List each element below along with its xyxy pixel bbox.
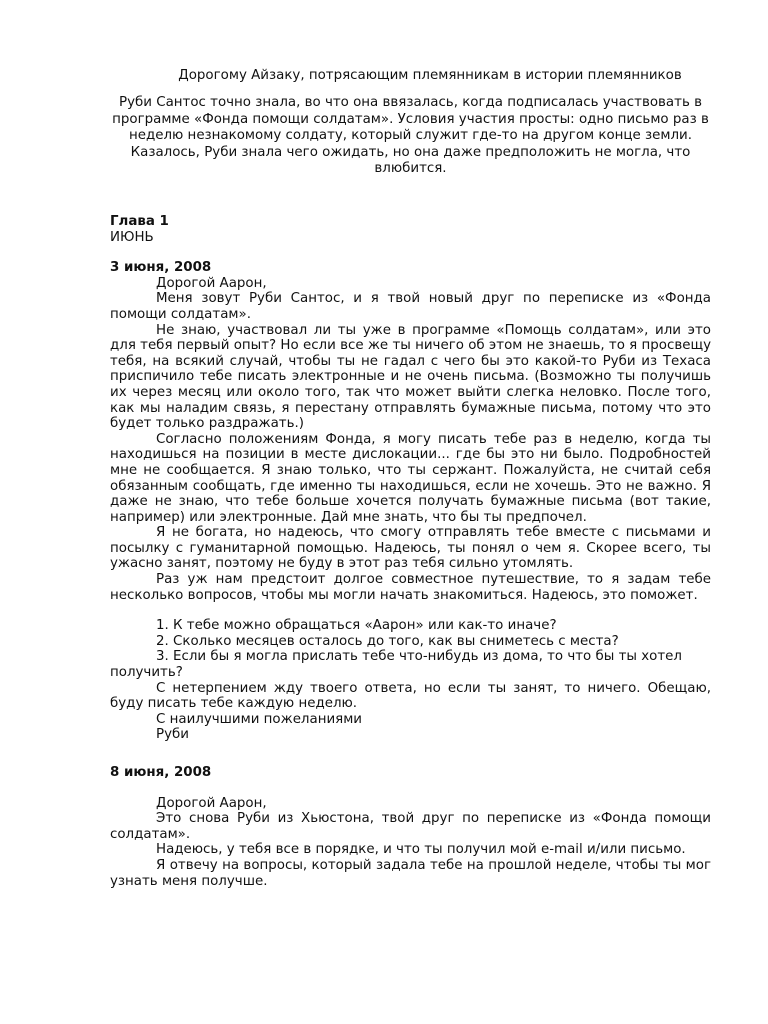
letter-paragraph: Согласно положениям Фонда, я могу писать тебе раз в неделю, когда ты находишься на позиции в месте дислокации... где бы это ни было. Подробностей мне не сообщается. Я знаю только, что ты сержант. Пожалуйста, не считай себя обязанным сообщать, где именно ты находишься, если не хочешь. Это не важно. Я даже не знаю, что тебе больше хочется получать бумажные письма (вот такие, например) или электронные. Дай мне знать, что бы ты предпочел. xyxy=(110,431,711,525)
letter-paragraph: Это снова Руби из Хьюстона, твой друг по переписке из «Фонда помощи солдатам». xyxy=(110,811,711,842)
question-item: 2. Сколько месяцев осталось до того, как вы сниметесь с места? xyxy=(156,633,619,649)
letter-paragraph: Меня зовут Руби Сантос, и я твой новый друг по переписке из «Фонда помощи солдатам». xyxy=(110,291,711,322)
letter-closing: С нетерпением жду твоего ответа, но если ты занят, то ничего. Обещаю, буду писать тебе каждую неделю. xyxy=(110,680,711,712)
letter-date: 3 июня, 2008 xyxy=(110,260,212,276)
letter-paragraph: Надеюсь, у тебя все в порядке, и что ты получил мой e-mail и/или письмо. xyxy=(156,842,686,858)
letter-paragraph: Не знаю, участвовал ли ты уже в программе «Помощь солдатам», или это для тебя первый опыт? Но если все же ты ничего об этом не знаешь, то я просвещу тебя, на всякий случай, чтобы ты не гадал с чего бы это какой-то Руби из Техаса приспичило тебе писать электронные и не очень письма. (Возможно ты получишь их через месяц или около того, так что может выйти слегка неловко. После того, как мы наладим связь, я перестану отправлять бумажные письма, потому что это будет только раздражать.) xyxy=(110,322,711,432)
question-item: 1. К тебе можно обращаться «Аарон» или как-то иначе? xyxy=(156,618,557,634)
letter-paragraph: Я отвечу на вопросы, который задала тебе на прошлой неделе, чтобы ты мог узнать меня получше. xyxy=(110,857,711,889)
chapter-month: ИЮНЬ xyxy=(110,229,154,245)
question-item: 3. Если бы я могла прислать тебе что-нибудь из дома, то что бы ты хотел получить? xyxy=(110,649,682,681)
letter-paragraph: Я не богата, но надеюсь, что смогу отправлять тебе вместе с письмами и посылку с гуманитарной помощью. Надеюсь, ты понял о чем я. Скорее всего, ты ужасно занят, поэтому не буду в этот раз тебя сильно утомлять. xyxy=(110,525,711,572)
chapter-title: Глава 1 xyxy=(110,214,169,229)
letter-signature: Руби xyxy=(156,727,189,743)
letter-paragraph: Раз уж нам предстоит долгое совместное путешествие, то я задам тебе несколько вопросов, чтобы мы могли начать знакомиться. Надеюсь, это поможет. xyxy=(110,572,711,603)
letter-date: 8 июня, 2008 xyxy=(110,765,212,780)
dedication: Дорогому Айзаку, потрясающим племянникам в истории племянников xyxy=(178,68,682,83)
synopsis: Руби Сантос точно знала, во что она ввязалась, когда подписалась участвовать в программе «Фонда помощи солдатам». Условия участия просты: одно письмо раз в неделю незнакомому солдату, который служит где-то на другом конце земли. Казалось, Руби знала чего ожидать, но она даже предположить не могла, что влюбится. xyxy=(112,95,709,176)
letter-greeting: Дорогой Аарон, xyxy=(156,795,267,811)
letter-signoff: С наилучшими пожеланиями xyxy=(156,711,363,727)
document-body xyxy=(110,214,711,889)
letter-greeting: Дорогой Аарон, xyxy=(156,275,267,291)
